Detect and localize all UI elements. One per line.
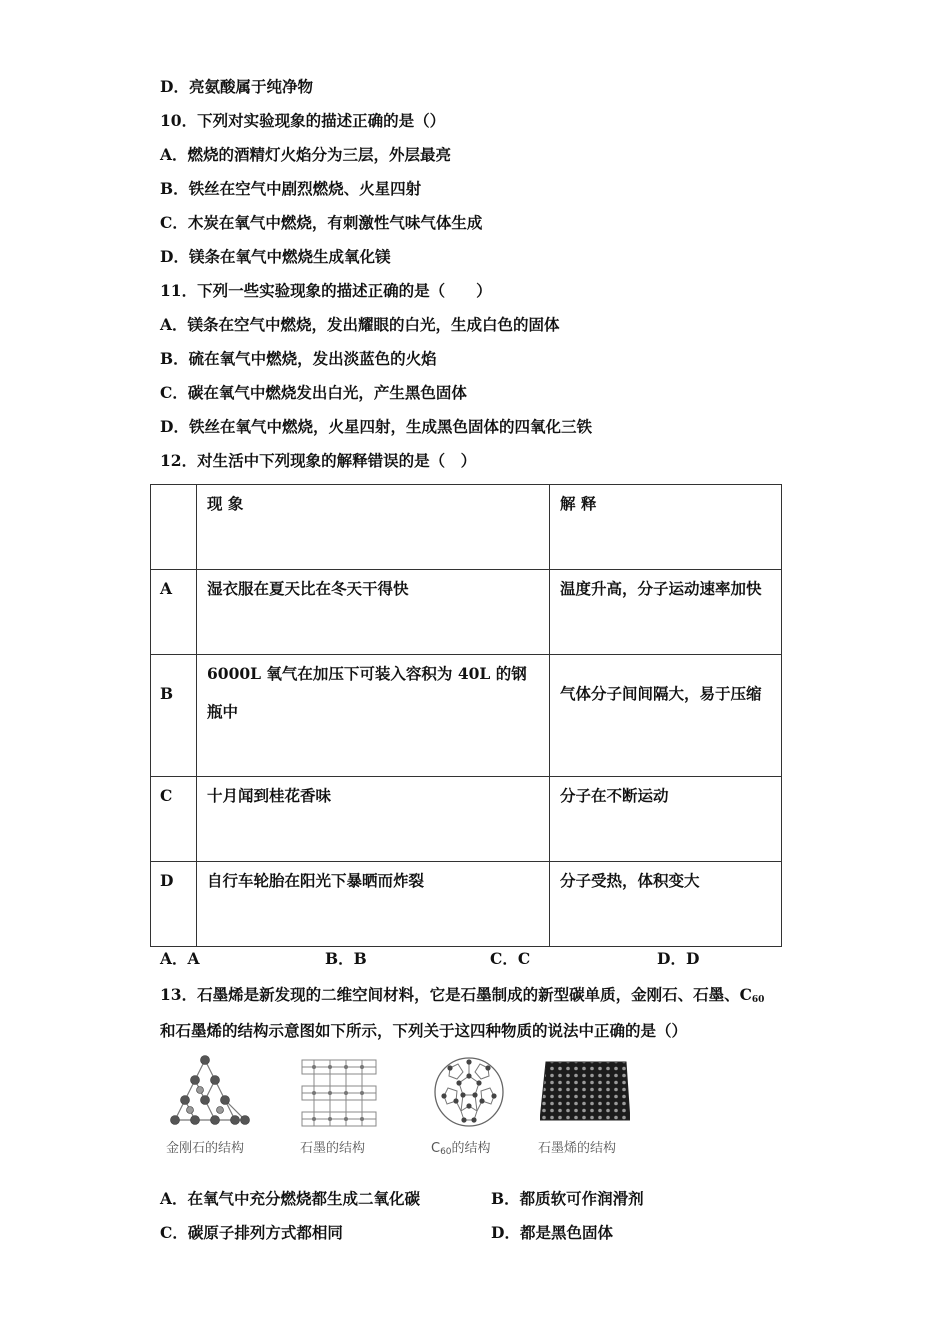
q13-stem-subscript: 60 <box>751 995 765 1005</box>
q13-stem-text: 13．石墨烯是新发现的二维空间材料，它是石墨制成的新型碳单质，金刚石、石墨、C <box>160 985 752 1004</box>
c60-caption-prefix: C <box>431 1141 441 1156</box>
table-row <box>151 862 782 947</box>
c60-structure-figure <box>430 1054 508 1130</box>
q10-option-c: C．木炭在氧气中燃烧，有刺激性气味气体生成 <box>160 213 483 232</box>
q12-answer-d: D．D <box>657 949 700 968</box>
q11-option-d: D．铁丝在氧气中燃烧，火星四射，生成黑色固体的四氧化三铁 <box>160 417 592 436</box>
row-key: C <box>151 777 197 862</box>
diamond-caption: 金刚石的结构 <box>166 1141 245 1156</box>
table-header-row <box>151 485 782 570</box>
q13-option-b: B．都质软可作润滑剂 <box>491 1189 644 1208</box>
table-header-explanation: 解 释 <box>550 485 782 570</box>
q13-option-c: C．碳原子排列方式都相同 <box>160 1223 343 1242</box>
q9-option-d: D．亮氨酸属于纯净物 <box>160 77 313 96</box>
row-explanation: 分子受热，体积变大 <box>550 862 782 947</box>
c60-caption-subscript: 60 <box>440 1147 452 1157</box>
q12-answer-b: B．B <box>325 949 367 968</box>
q13-stem-line1 <box>160 985 764 1010</box>
row-phenomenon: 湿衣服在夏天比在冬天干得快 <box>197 570 550 655</box>
q12-answer-c: C．C <box>490 949 531 968</box>
row-phenomenon-line2: 瓶中 <box>207 702 239 721</box>
row-phenomenon-line1: 6000L 氧气在加压下可装入容积为 40L 的钢 <box>207 664 527 683</box>
q10-stem: 10．下列对实验现象的描述正确的是（） <box>160 111 446 130</box>
c60-caption-suffix: 的结构 <box>451 1141 491 1156</box>
q10-option-a: A．燃烧的酒精灯火焰分为三层，外层最亮 <box>160 145 452 164</box>
q11-stem: 11．下列一些实验现象的描述正确的是（ ） <box>160 281 492 300</box>
q13-option-d: D．都是黑色固体 <box>491 1223 613 1242</box>
q12-answer-a: A．A <box>160 949 200 968</box>
q11-option-a: A．镁条在空气中燃烧，发出耀眼的白光，生成白色的固体 <box>160 315 560 334</box>
q12-table <box>150 484 782 947</box>
diamond-structure-figure <box>160 1052 260 1134</box>
q13-stem-line2: 和石墨烯的结构示意图如下所示，下列关于这四种物质的说法中正确的是（） <box>160 1021 688 1040</box>
row-key: B <box>151 655 197 777</box>
row-key: A <box>151 570 197 655</box>
graphene-structure-figure <box>540 1058 630 1124</box>
row-phenomenon: 十月闻到桂花香味 <box>197 777 550 862</box>
row-phenomenon <box>197 655 550 777</box>
graphene-caption: 石墨烯的结构 <box>538 1141 617 1156</box>
q11-option-b: B．硫在氧气中燃烧，发出淡蓝色的火焰 <box>160 349 437 368</box>
table-row <box>151 655 782 777</box>
row-explanation: 分子在不断运动 <box>550 777 782 862</box>
q13-option-a: A．在氧气中充分燃烧都生成二氧化碳 <box>160 1189 421 1208</box>
row-phenomenon: 自行车轮胎在阳光下暴晒而炸裂 <box>197 862 550 947</box>
graphite-structure-figure <box>298 1056 380 1130</box>
table-row <box>151 777 782 862</box>
table-row <box>151 570 782 655</box>
q12-stem: 12．对生活中下列现象的解释错误的是（ ） <box>160 451 477 470</box>
q10-option-b: B．铁丝在空气中剧烈燃烧、火星四射 <box>160 179 422 198</box>
row-explanation: 气体分子间间隔大，易于压缩 <box>550 655 782 777</box>
q10-option-d: D．镁条在氧气中燃烧生成氧化镁 <box>160 247 391 266</box>
graphite-caption: 石墨的结构 <box>300 1141 366 1156</box>
c60-caption <box>431 1137 491 1157</box>
row-explanation: 温度升高，分子运动速率加快 <box>550 570 782 655</box>
table-header-key <box>151 485 197 570</box>
row-key: D <box>151 862 197 947</box>
q11-option-c: C．碳在氧气中燃烧发出白光，产生黑色固体 <box>160 383 467 402</box>
table-header-phenomenon: 现 象 <box>197 485 550 570</box>
